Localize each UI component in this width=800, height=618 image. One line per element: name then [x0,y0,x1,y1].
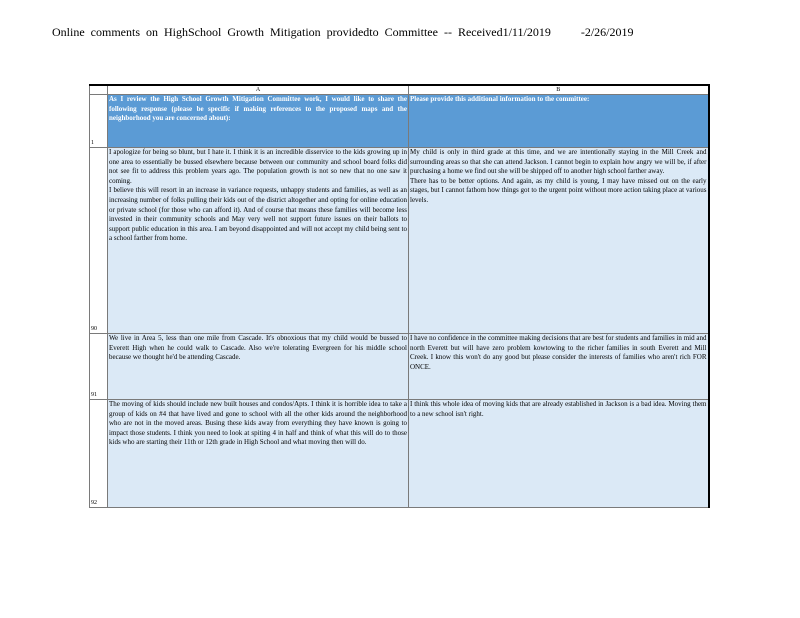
comment-paragraph: There has to be better options. And again, as my child is young, I may have missed out on the early stages, but I cannot fathom how things got to the urgent point without more action taking place at various levels. [410,176,707,204]
page-title-main: Online comments on HighSchool Growth Mitigation providedto Committee -- Received1/11/2019 [52,25,551,39]
row-number: 1 [90,95,108,148]
comment-a [108,334,409,400]
comment-paragraph: My child is only in third grade at this time, and we are intentionally staying in the Mill Creek and surrounding areas so that she can attend Jackson. I cannot begin to explain how angry we will be, if after purchasing a home we find out she will be shipped off to another high school farther away. [410,148,707,176]
corner-cell [90,85,108,95]
question-b: Please provide this additional information to the committee: [409,95,709,148]
page-title [52,25,634,40]
column-header-row [90,85,709,95]
question-header-row [90,95,709,148]
column-header-a: A [108,85,409,95]
comment-paragraph: I believe this will resort in an increase in variance requests, unhappy students and families, as well as an increasing number of folks pulling their kids out of the district altogether and opting for online education or private school (for those who can afford it). And of course that means these families will become less invested in their community schools and May very well not support future issues on their ballots to support public education in this area. I am beyond disappointed and will not accept my child being sent to a school farther from home. [109,186,407,243]
row-number: 92 [90,400,108,508]
table-row [90,400,709,508]
comment-paragraph: I have no confidence in the committee making decisions that are best for students and families in mid and north Everett but will have zero problem kowtowing to the richer families in south Everett and Mill Creek. I know this won't do any good but please consider the interests of families who aren't rich FOR ONCE. [410,334,707,371]
table-row [90,148,709,334]
row-number: 90 [90,148,108,334]
table-row [90,334,709,400]
comment-b [409,148,709,334]
comment-paragraph: I think this whole idea of moving kids that are already established in Jackson is a bad idea. Moving them to a new school isn't right. [410,400,707,418]
question-a: As I review the High School Growth Mitigation Committee work, I would like to share the following response (please be specific if making references to the proposed maps and the neighborhood you are concerned about): [108,95,409,148]
comment-paragraph: I apologize for being so blunt, but I hate it. I think it is an incredible disservice to the kids growing up in one area to essentially be bussed elsewhere because between our community and school board folks did not see fit to address this problem years ago. The population growth is not so new that no one saw it coming. [109,148,407,185]
comment-b [409,400,709,508]
page-title-end-date: -2/26/2019 [580,25,634,39]
column-header-b: B [409,85,709,95]
comment-a [108,400,409,508]
comment-a [108,148,409,334]
row-number: 91 [90,334,108,400]
comment-b [409,334,709,400]
comment-paragraph: The moving of kids should include new built houses and condos/Apts. I think it is horrible idea to take a group of kids on #4 that have lived and gone to school with all the other kids around the neighborhood who are not in the moved areas. Busing these kids away from everything they have known is going to impact those students. I think you need to look at spiting 4 in half and think of what this will do to those kids who are starting their 11th or 12th grade in High School and what moving then will do. [109,400,407,447]
comment-paragraph: We live in Area 5, less than one mile from Cascade. It's obnoxious that my child would be bussed to Everett High when he could walk to Cascade. Also we're tolerating Evergreen for his middle school because we thought he'd be attending Cascade. [109,334,407,362]
comments-table [89,84,710,508]
